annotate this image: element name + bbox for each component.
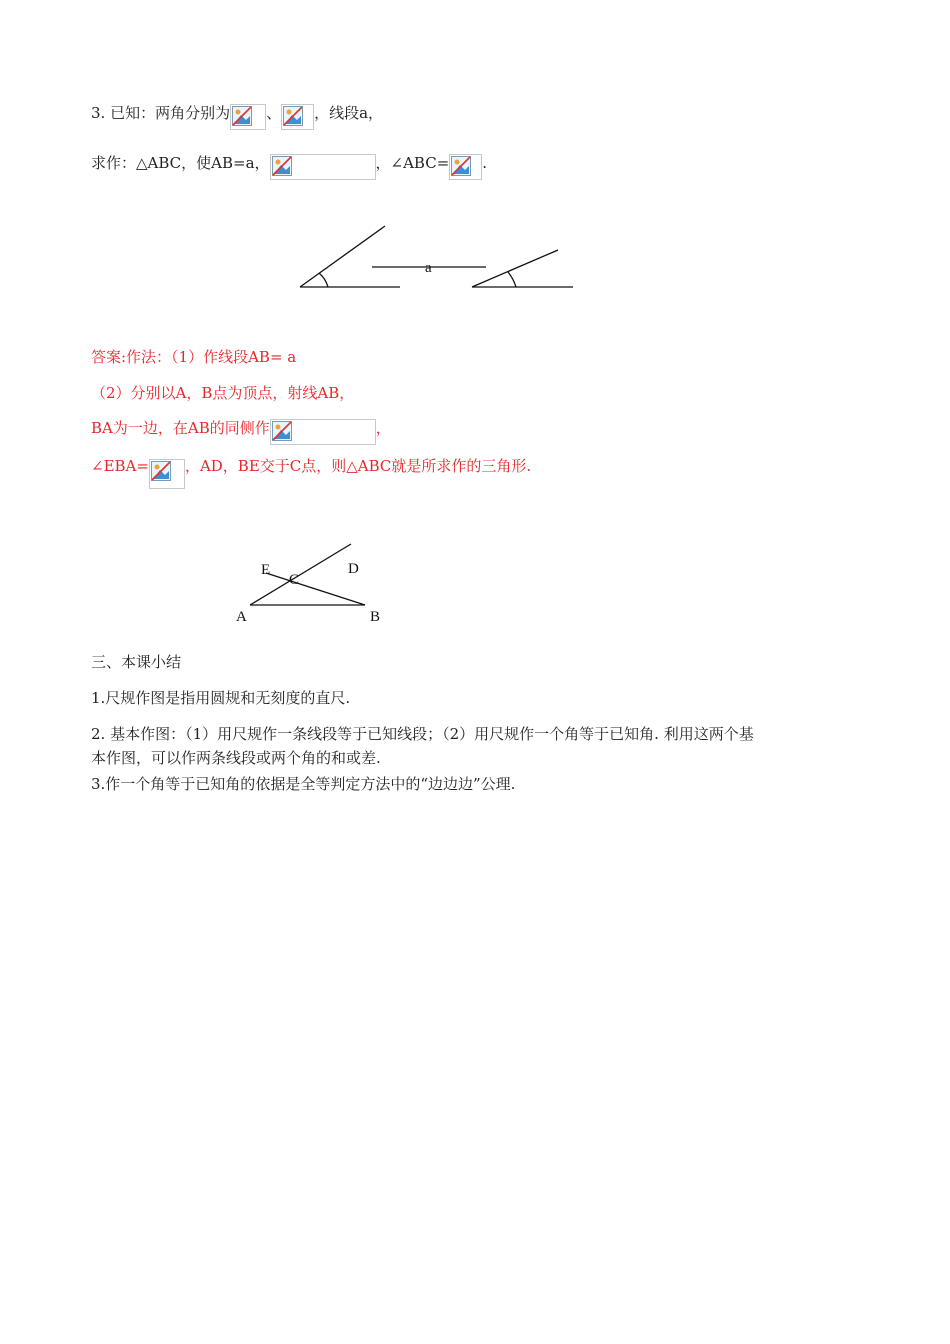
summary-heading: 三、本课小结 bbox=[91, 653, 182, 671]
broken-image-icon bbox=[451, 156, 471, 176]
answer-line-2: （2）分别以A，B点为顶点，射线AB， bbox=[91, 384, 355, 402]
answer-line-3: BA为一边，在AB的同侧作 ， bbox=[91, 418, 391, 445]
point-label-d: D bbox=[348, 561, 359, 577]
angle2-ray bbox=[472, 250, 558, 287]
given-figure bbox=[290, 215, 590, 300]
angle1-ray bbox=[300, 226, 385, 287]
broken-image-icon bbox=[151, 461, 171, 481]
summary-item-2-line-2: 本作图，可以作两条线段或两个角的和或差. bbox=[91, 749, 381, 767]
formula-image-angle-alpha bbox=[230, 104, 266, 130]
point-label-a: A bbox=[236, 609, 247, 625]
broken-image-icon bbox=[283, 106, 303, 126]
summary-item-3: 3.作一个角等于已知角的依据是全等判定方法中的“边边边”公理. bbox=[91, 775, 516, 793]
construction-figure bbox=[225, 535, 395, 635]
summary-item-1: 1.尺规作图是指用圆规和无刻度的直尺. bbox=[91, 689, 351, 707]
segment-label-a: a bbox=[425, 260, 432, 276]
formula-image-angle-abc bbox=[449, 154, 482, 180]
angle1-arc bbox=[319, 273, 328, 287]
formula-image-angle-beta bbox=[281, 104, 314, 130]
formula-image-angle-a bbox=[270, 154, 376, 180]
formula-image-angle-eba bbox=[149, 459, 185, 489]
broken-image-icon bbox=[272, 156, 292, 176]
broken-image-icon bbox=[232, 106, 252, 126]
angle2-arc bbox=[508, 272, 516, 287]
point-label-b: B bbox=[370, 609, 381, 625]
formula-image-angle-dab bbox=[270, 419, 376, 445]
broken-image-icon bbox=[272, 421, 292, 441]
summary-item-2-line-1: 2. 基本作图：（1）用尺规作一条线段等于已知线段；（2）用尺规作一个角等于已知角. 利用这两个基 bbox=[91, 725, 754, 743]
ray-be bbox=[266, 573, 365, 605]
problem-line-2: 求作：△ABC，使AB=a， ，∠ABC= . bbox=[91, 153, 487, 180]
point-label-c: C bbox=[289, 572, 300, 588]
answer-line-4: ∠EBA= ，AD，BE交于C点，则△ABC就是所求作的三角形. bbox=[91, 456, 531, 489]
problem-line-1: 3. 已知：两角分别为 、 ，线段a， bbox=[91, 103, 383, 130]
answer-line-1: 答案:作法：（1）作线段AB= a bbox=[91, 348, 297, 366]
point-label-e: E bbox=[261, 562, 271, 578]
